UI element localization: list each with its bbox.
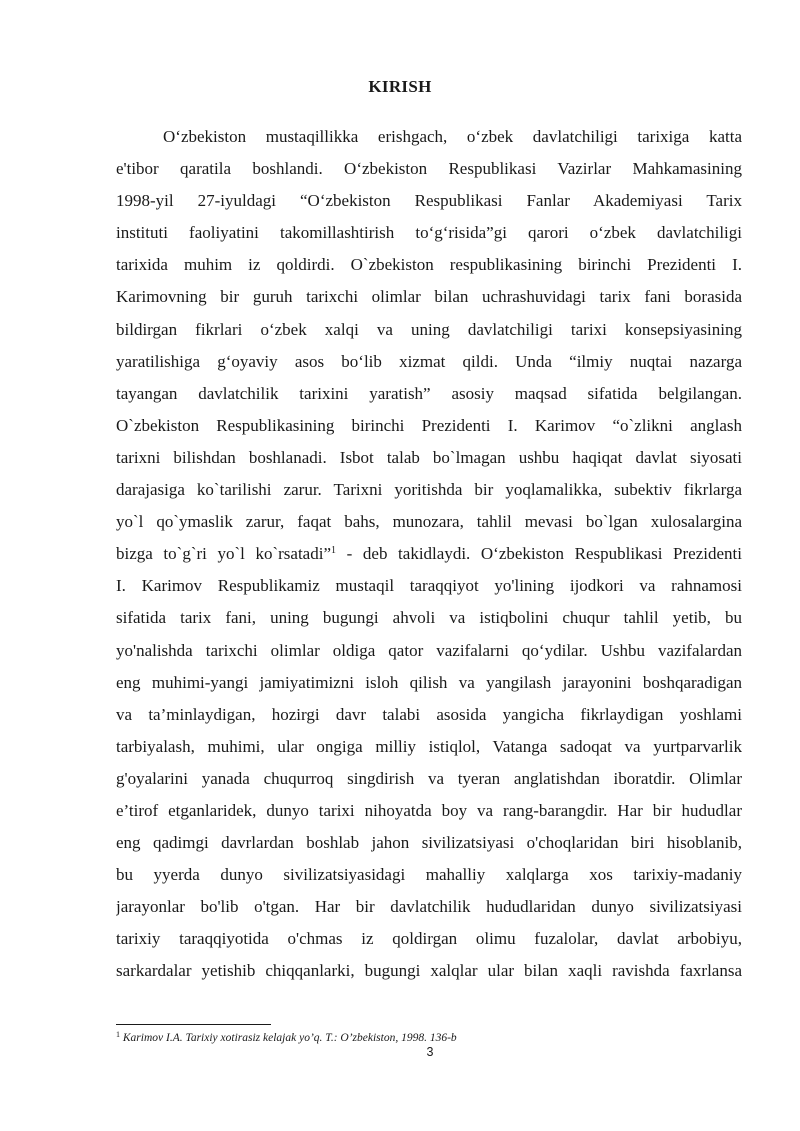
body-line: bildirgan fikrlari o‘zbek xalqi va uning davlatchiligi tarixi konsepsiyasining — [116, 319, 742, 339]
body-line: sifatida tarix fani, uning bugungi ahvoli va istiqbolini chuqur tahlil yetib, bu — [116, 608, 742, 628]
body-line-with-footnote-ref — [116, 538, 742, 570]
footnote-reference[interactable]: 1 — [331, 545, 336, 557]
body-line: yo`l qo`ymaslik zarur, faqat bahs, munozara, tahlil mevasi bo`lgan xulosalargina — [116, 512, 742, 532]
body-line: va ta’minlaydigan, hozirgi davr talabi asosida yangicha fikrlaydigan yoshlami — [116, 704, 742, 724]
body-line: sarkardalar yetishib chiqqanlarki, bugungi xalqlar ular bilan xaqli ravishda faxrlansa — [116, 961, 742, 981]
body-line: O`zbekiston Respublikasining birinchi Prezidenti I. Karimov “o`zlikni anglash — [116, 415, 742, 435]
body-line: I. Karimov Respublikamiz mustaqil taraqqiyot yo'lining ijodkori va rahnamosi — [116, 576, 742, 596]
body-line: tarixiy taraqqiyotida o'chmas iz qoldirgan olimu fuzalolar, davlat arbobiyu, — [116, 929, 742, 949]
body-line: tarixni bilishdan boshlanadi. Isbot talab bo`lmagan ushbu haqiqat davlat siyosati — [116, 447, 742, 467]
body-line: Karimovning bir guruh tarixchi olimlar bilan uchrashuvidagi tarix fani borasida — [116, 287, 742, 307]
page-number: 3 — [426, 1045, 434, 1059]
body-line: eng muhimi-yangi jamiyatimizni isloh qilish va yangilash jarayonini boshqaradigan — [116, 672, 742, 692]
body-line: darajasiga ko`tarilishi zarur. Tarixni yoritishda bir yoqlamalikka, subektiv fikrlarga — [116, 480, 742, 500]
body-text — [116, 121, 742, 988]
body-line: tayangan davlatchilik tarixini yaratish” asosiy maqsad sifatida belgilangan. — [116, 383, 742, 403]
quote-end-text: bizga to`g`ri yo`l ko`rsatadi” — [116, 544, 331, 564]
quote-continuation-text: - deb takidlaydi. O‘zbekiston Respublikasi Prezidenti — [336, 544, 742, 564]
body-line: yaratilishiga g‘oyaviy asos bo‘lib xizmat qildi. Unda “ilmiy nuqtai nazarga — [116, 351, 742, 371]
body-line: g'oyalarini yanada chuqurroq singdirish va tyeran anglatishdan iboratdir. Olimlar — [116, 768, 742, 788]
footnote — [116, 1031, 742, 1045]
footnote-marker: 1 — [116, 1030, 120, 1039]
section-title: KIRISH — [368, 77, 432, 96]
body-line: 1998-yil 27-iyuldagi “O‘zbekiston Respublikasi Fanlar Akademiyasi Tarix — [116, 191, 742, 211]
body-line: tarbiyalash, muhimi, ular ongiga milliy istiqlol, Vatanga sadoqat va yurtparvarlik — [116, 736, 742, 756]
body-line: yo'nalishda tarixchi olimlar oldiga qator vazifalarni qo‘ydilar. Ushbu vazifalardan — [116, 640, 742, 660]
body-line: tarixida muhim iz qoldirdi. O`zbekiston respublikasining birinchi Prezidenti I. — [116, 255, 742, 275]
body-line: eng qadimgi davrlardan boshlab jahon sivilizatsiyasi o'choqlaridan biri hisoblanib, — [116, 833, 742, 853]
footnote-separator — [116, 1024, 271, 1025]
body-line: e'tibor qaratila boshlandi. O‘zbekiston Respublikasi Vazirlar Mahkamasining — [116, 159, 742, 179]
body-line: instituti faoliyatini takomillashtirish to‘g‘risida”gi qarori o‘zbek davlatchiligi — [116, 223, 742, 243]
footnote-text: Karimov I.A. Tarixiy xotirasiz kelajak yo’q. T.: O’zbekiston, 1998. 136-b — [120, 1032, 457, 1044]
body-line: jarayonlar bo'lib o'tgan. Har bir davlatchilik hududlaridan dunyo sivilizatsiyasi — [116, 897, 742, 917]
body-line: e’tirof etganlaridek, dunyo tarixi nihoyatda boy va rang-barangdir. Har bir hududlar — [116, 800, 742, 820]
body-line: bu yyerda dunyo sivilizatsiyasidagi mahalliy xalqlarga xos tarixiy-madaniy — [116, 865, 742, 885]
body-line: O‘zbekiston mustaqillikka erishgach, o‘zbek davlatchiligi tarixiga katta — [163, 127, 742, 146]
